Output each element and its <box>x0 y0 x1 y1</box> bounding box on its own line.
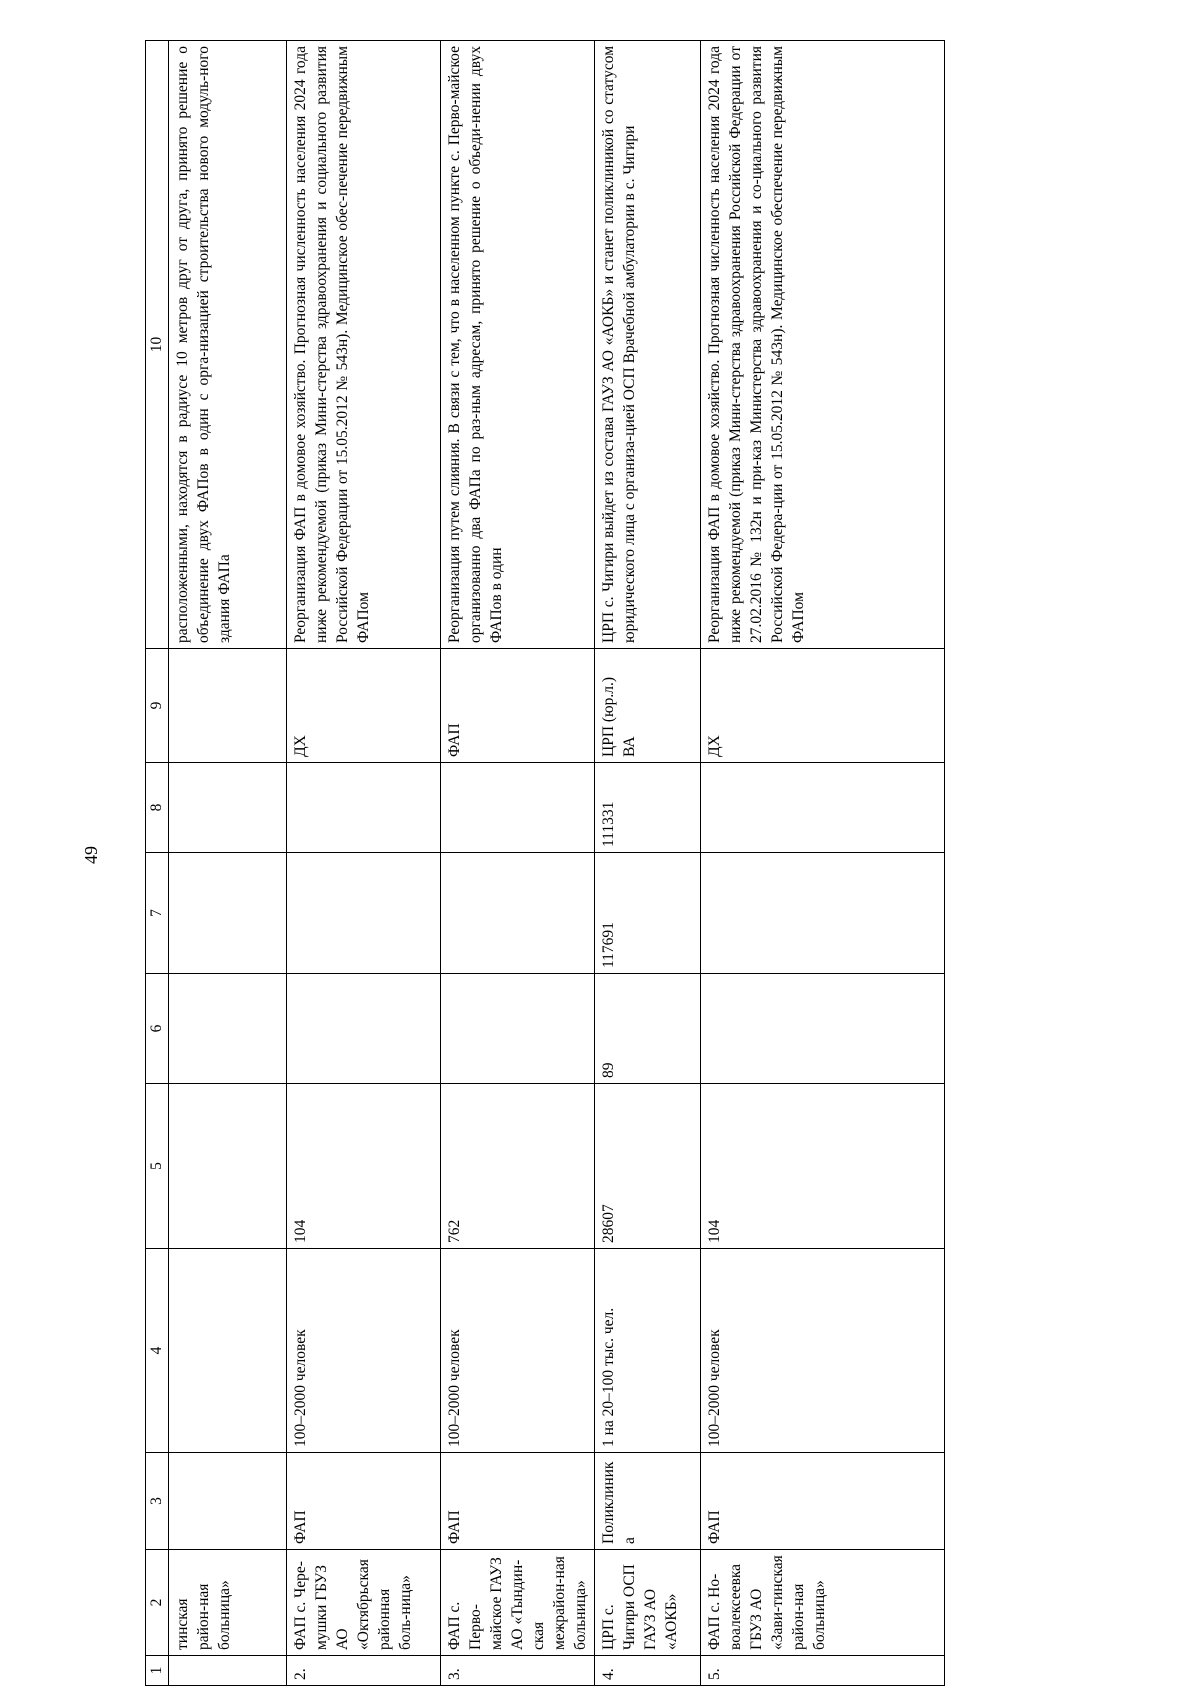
facility-name: ФАП с. Но-воалексеевка ГБУЗ АО «Зави-тинская район-ная больница» <box>701 1550 945 1656</box>
rationale: расположенными, находятся в радиусе 10 метров друг от друга, принято решение о объединение двух ФАПов в один с орга-низацией строительства нового модуль-ного здания ФАПа <box>169 41 287 649</box>
data-table <box>145 40 945 1686</box>
table-row <box>287 41 441 1686</box>
facility-type <box>169 1453 287 1550</box>
cell-col6 <box>441 974 595 1084</box>
table-row <box>701 41 945 1686</box>
cell-col7 <box>169 853 287 974</box>
population-norm <box>169 1249 287 1453</box>
facility-name: ЦРП с. Чигири ОСП ГАУЗ АО «АОКБ» <box>595 1550 701 1656</box>
row-number: 4. <box>595 1656 701 1686</box>
cell-col8 <box>169 763 287 853</box>
planned-type: ФАП <box>441 649 595 763</box>
row-number: 5. <box>701 1656 945 1686</box>
table-row <box>169 41 287 1686</box>
cell-col6: 89 <box>595 974 701 1084</box>
planned-type: ДХ <box>287 649 441 763</box>
facility-name: тинская район-ная больница» <box>169 1550 287 1656</box>
column-header: 1 <box>146 1656 169 1686</box>
rotated-table-wrapper <box>145 41 895 1686</box>
facility-type: Поликлиника <box>595 1453 701 1550</box>
cell-col7 <box>441 853 595 974</box>
row-number: 3. <box>441 1656 595 1686</box>
table-row <box>441 41 595 1686</box>
rationale: Реорганизация ФАП в домовое хозяйство. Прогнозная численность населения 2024 года ниже рекомендуемой (приказ Мини-стерства здравоохранения и социального развития Российской Федерации от 15.05.2012 № 543н). Медицинское обес-печение передвижным ФАПом <box>287 41 441 649</box>
cell-col8 <box>441 763 595 853</box>
facility-name: ФАП с. Чере-мушки ГБУЗ АО «Октябрьская районная боль-ница» <box>287 1550 441 1656</box>
table-row <box>595 41 701 1686</box>
row-number: 2. <box>287 1656 441 1686</box>
population-norm: 100–2000 человек <box>441 1249 595 1453</box>
cell-col8 <box>287 763 441 853</box>
column-header: 4 <box>146 1249 169 1453</box>
column-header: 10 <box>146 41 169 649</box>
header-row <box>146 41 169 1686</box>
column-header: 2 <box>146 1550 169 1656</box>
facility-type: ФАП <box>441 1453 595 1550</box>
population-norm: 1 на 20–100 тыс. чел. <box>595 1249 701 1453</box>
cell-col5 <box>169 1084 287 1249</box>
rationale: Реорганизация ФАП в домовое хозяйство. Прогнозная численность населения 2024 года ниже рекомендуемой (приказ Мини-стерства здравоохранения Российской Федерации от 27.02.2016 № 132н и при-каз Министерства здравоохранения и со-циального развития Российской Федера-ции от 15.05.2012 № 543н). Медицинское обеспечение передвижным ФАПом <box>701 41 945 649</box>
column-header: 5 <box>146 1084 169 1249</box>
cell-col6 <box>169 974 287 1084</box>
facility-type: ФАП <box>287 1453 441 1550</box>
cell-col5: 104 <box>701 1084 945 1249</box>
cell-col7: 117691 <box>595 853 701 974</box>
rationale: Реорганизация путем слияния. В связи с тем, что в населенном пункте с. Перво-майское организованно два ФАПа по раз-ным адресам, принято решение о объеди-нении двух ФАПов в один <box>441 41 595 649</box>
page-number: 49 <box>81 846 101 864</box>
table-frame <box>145 41 895 1686</box>
cell-col6 <box>701 974 945 1084</box>
planned-type: ЦРП (юр.л.) ВА <box>595 649 701 763</box>
column-header: 6 <box>146 974 169 1084</box>
cell-col5: 762 <box>441 1084 595 1249</box>
row-number <box>169 1656 287 1686</box>
rationale: ЦРП с. Чигири выйдет из состава ГАУЗ АО «АОКБ» и станет поликлиникой со статусом юридического лица с организа-цией ОСП Врачебной амбулатории в с. Чигири <box>595 41 701 649</box>
population-norm: 100–2000 человек <box>287 1249 441 1453</box>
planned-type <box>169 649 287 763</box>
column-header: 8 <box>146 763 169 853</box>
column-header: 3 <box>146 1453 169 1550</box>
cell-col7 <box>701 853 945 974</box>
cell-col5: 28607 <box>595 1084 701 1249</box>
cell-col5: 104 <box>287 1084 441 1249</box>
facility-name: ФАП с. Перво-майское ГАУЗ АО «Тындин-ская межрайон-ная больница» <box>441 1550 595 1656</box>
cell-col8 <box>701 763 945 853</box>
population-norm: 100–2000 человек <box>701 1249 945 1453</box>
cell-col7 <box>287 853 441 974</box>
planned-type: ДХ <box>701 649 945 763</box>
column-header: 9 <box>146 649 169 763</box>
cell-col6 <box>287 974 441 1084</box>
facility-type: ФАП <box>701 1453 945 1550</box>
cell-col8: 111331 <box>595 763 701 853</box>
column-header: 7 <box>146 853 169 974</box>
